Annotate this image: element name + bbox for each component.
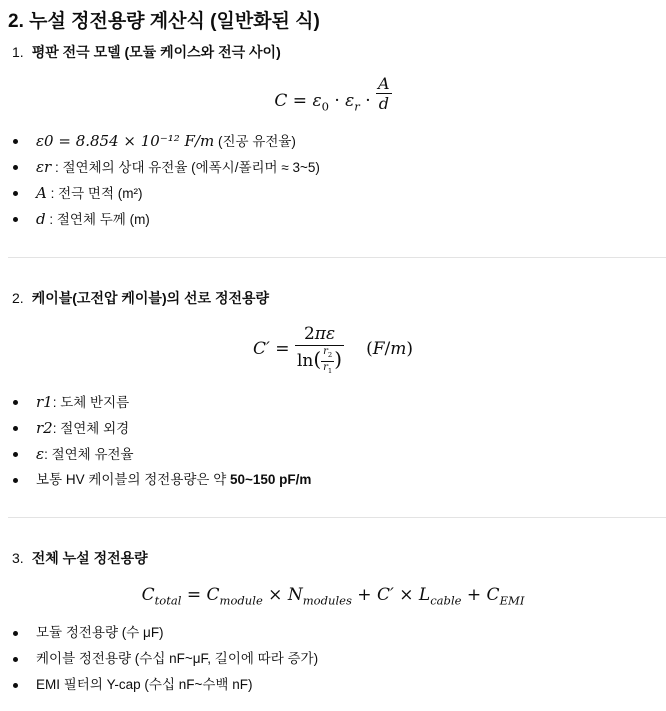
formula-total-capacitance: $C_{total} = C_{module} \times N_{modules} + C' \times L_{cable} + C_{EMI}$: [141, 585, 525, 608]
section-2-heading: [12, 288, 269, 308]
list-item: 케이블 정전용량 (수십 nF~μF, 길이에 따라 증가): [0, 646, 666, 672]
list-item: EMI 필터의 Y-cap (수십 nF~수백 nF): [0, 672, 666, 698]
page-title: 2. 누설 정전용량 계산식 (일반화된 식): [8, 11, 320, 32]
section-2-number: 2.: [12, 290, 24, 306]
section-3-number: 3.: [12, 550, 24, 566]
section-3-list: [0, 620, 666, 698]
list-item: r2: 절연체 외경: [0, 415, 666, 441]
formula-cable-capacitance: C′ = 2πε ln( $\frac{r_2}{r_1}$ ) (F/m): [253, 323, 413, 375]
symbol-epsilon-r: εr: [36, 158, 52, 176]
list-item: 보통 HV 케이블의 정전용량은 약 50~150 pF/m: [0, 467, 666, 493]
section-1-heading: [12, 42, 281, 62]
list-item: A : 전극 면적 (m²): [0, 180, 666, 206]
section-2-title: 케이블(고전압 케이블)의 선로 정전용량: [31, 290, 270, 306]
formula-plate-capacitance: $C = \varepsilon_0 \cdot \varepsilon_r$ · $\frac{A}{d}$: [274, 74, 390, 114]
symbol-r2: r2: [36, 419, 53, 437]
divider: [8, 517, 666, 518]
symbol-thickness: d: [36, 210, 46, 228]
symbol-r1: r1: [36, 393, 53, 411]
list-item: 모듈 정전용량 (수 μF): [0, 620, 666, 646]
section-2-list: [0, 389, 666, 493]
list-item: r1: 도체 반지름: [0, 389, 666, 415]
list-item: ε: 절연체 유전율: [0, 441, 666, 467]
typical-capacitance-value: 50~150 pF/m: [230, 472, 312, 487]
section-3-heading: [12, 548, 148, 568]
symbol-epsilon0: ε0 = 8.854 × 10⁻¹² F/m: [36, 132, 215, 150]
section-3-title: 전체 누설 정전용량: [31, 550, 148, 566]
list-item: εr : 절연체의 상대 유전율 (에폭시/폴리머 ≈ 3~5): [0, 154, 666, 180]
section-1-list: [0, 128, 666, 232]
list-item: ε0 = 8.854 × 10⁻¹² F/m (진공 유전율): [0, 128, 666, 154]
symbol-epsilon: ε: [36, 445, 45, 463]
list-item: d : 절연체 두께 (m): [0, 206, 666, 232]
section-1-title: 평판 전극 모델 (모듈 케이스와 전극 사이): [31, 44, 281, 60]
divider: [8, 257, 666, 258]
symbol-area: A: [36, 184, 47, 202]
section-1-number: 1.: [12, 44, 24, 60]
